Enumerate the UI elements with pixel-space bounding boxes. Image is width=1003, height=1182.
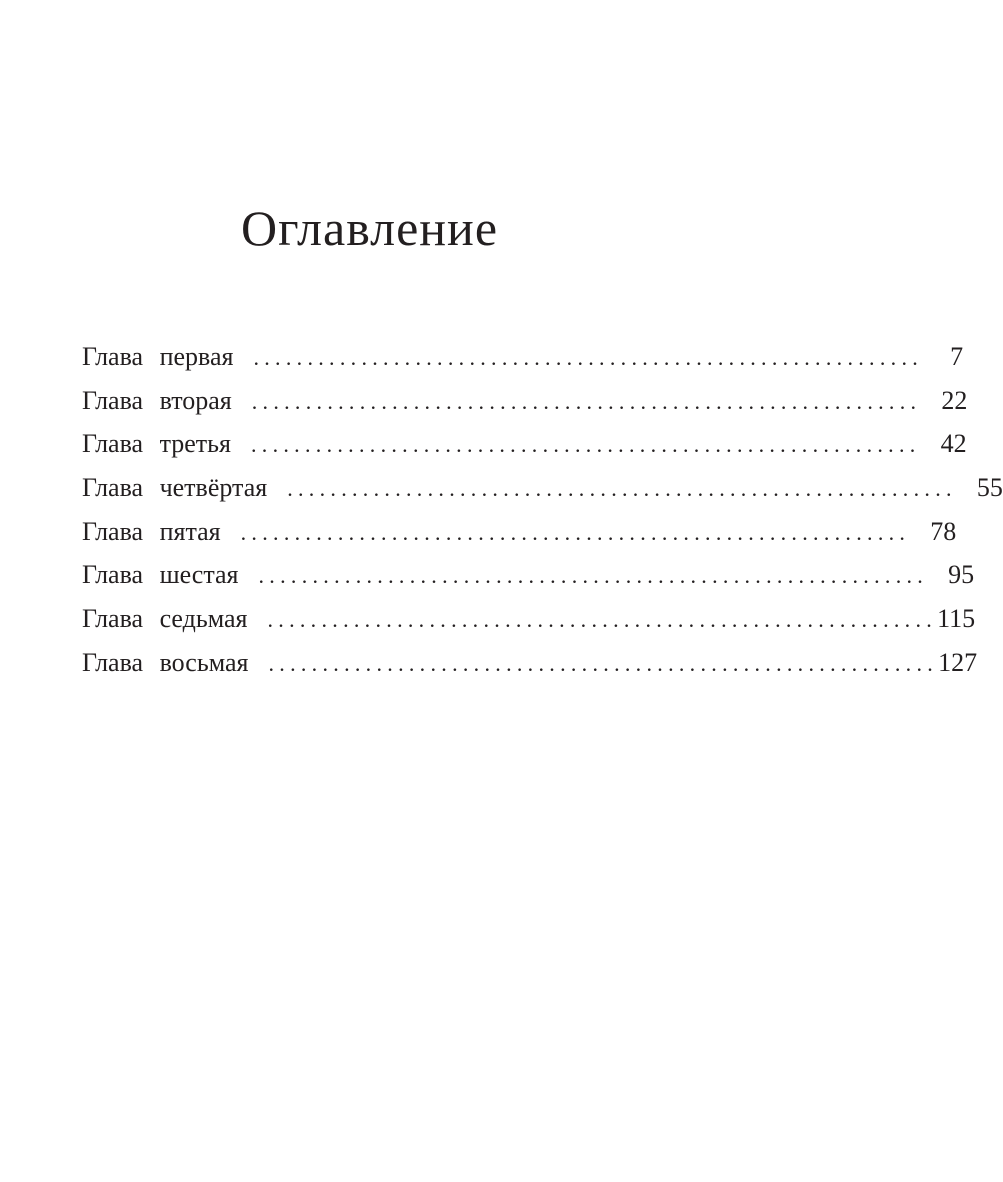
dot-leader: .............................................................. xyxy=(267,607,938,633)
toc-entry-label: Глава шестая xyxy=(82,560,239,590)
toc-entry-5 xyxy=(82,513,957,557)
toc-entry-label: Глава пятая xyxy=(82,516,221,546)
toc-entry-8 xyxy=(82,644,978,688)
toc-entry-4 xyxy=(82,469,1003,513)
dot-leader: .............................................................. xyxy=(240,519,911,545)
toc-entry-label: Глава четвёртая xyxy=(82,473,268,503)
toc-entry-page: 7 xyxy=(950,342,964,371)
toc-entry-page: 42 xyxy=(940,429,967,459)
toc-entry-2 xyxy=(82,382,968,426)
page-title: Оглавление xyxy=(240,200,499,256)
toc-entry-3 xyxy=(82,425,967,469)
dot-leader: .............................................................. xyxy=(268,650,939,676)
toc-entry-page: 127 xyxy=(938,647,978,677)
toc-entry-label: Глава третья xyxy=(82,429,231,459)
dot-leader: .............................................................. xyxy=(253,345,924,370)
toc-entry-page: 78 xyxy=(930,516,957,546)
toc-entry-label: Глава восьмая xyxy=(82,647,249,677)
toc-entry-label: Глава седьмая xyxy=(82,604,248,634)
toc-entry-6 xyxy=(82,556,975,600)
dot-leader: .............................................................. xyxy=(251,388,922,414)
toc-entry-label: Глава первая xyxy=(82,342,234,371)
toc-entry-7 xyxy=(82,600,976,644)
toc-entry-page: 22 xyxy=(941,385,968,415)
toc-entry-1 xyxy=(82,338,964,382)
toc-entry-page: 55 xyxy=(976,473,1003,503)
dot-leader: .............................................................. xyxy=(250,432,921,458)
table-of-contents xyxy=(82,338,1003,688)
dot-leader: .............................................................. xyxy=(287,476,957,502)
toc-entry-label: Глава вторая xyxy=(82,385,232,415)
toc-entry-page: 95 xyxy=(948,560,975,590)
dot-leader: .............................................................. xyxy=(258,563,929,589)
toc-entry-page: 115 xyxy=(937,604,976,634)
